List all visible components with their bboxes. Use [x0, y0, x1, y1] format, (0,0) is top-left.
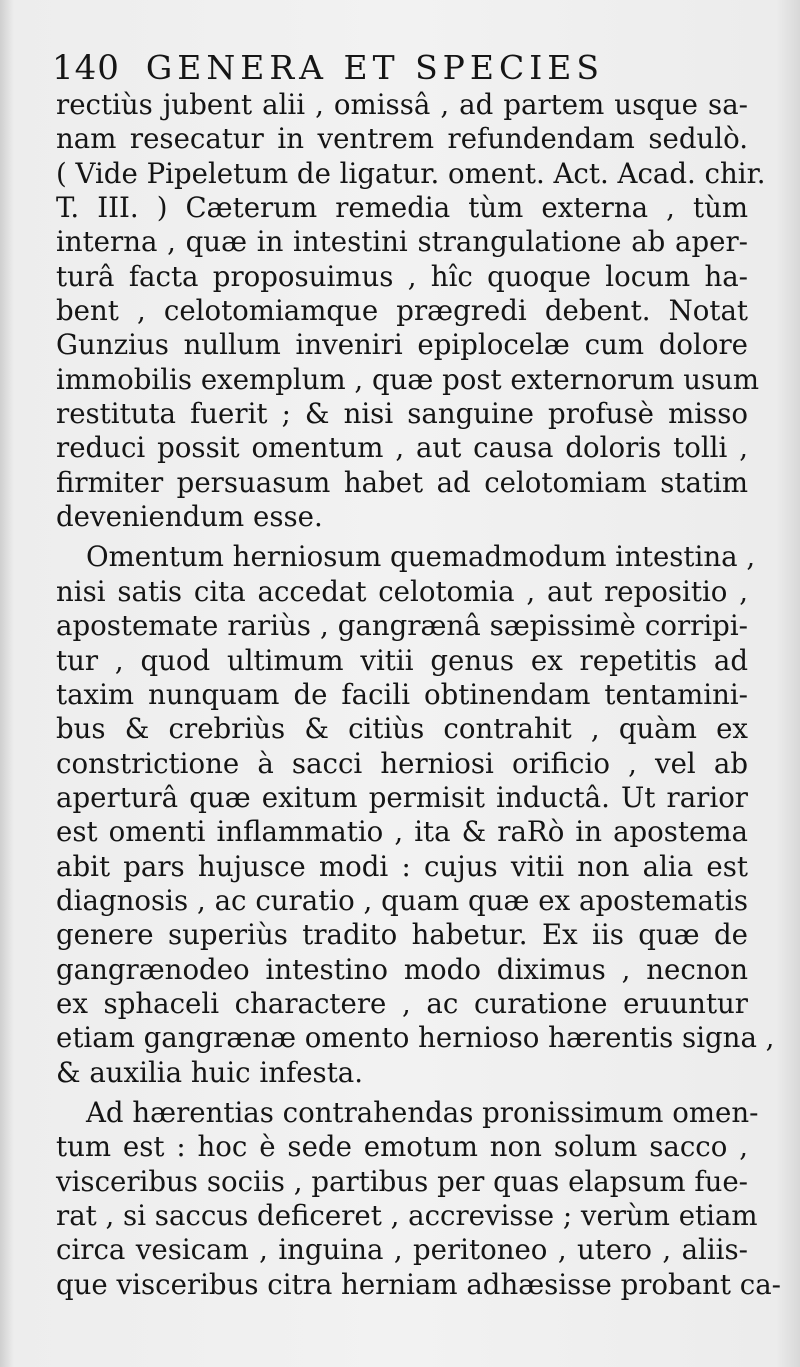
text-line: interna , quæ in intestini strangulatione ab aper- [56, 225, 748, 259]
text-line: taxim nunquam de facili obtinendam tentamini- [56, 677, 748, 711]
body-text [56, 88, 782, 1302]
text-line: circa vesicam , inguina , peritoneo , utero , aliis- [56, 1233, 748, 1267]
text-line: Ad hærentias contrahendas pronissimum omen- [86, 1095, 759, 1129]
text-line: apostemate rariùs , gangrænâ sæpissimè corripi- [56, 609, 748, 643]
text-line: T. III. ) Cæterum remedia tùm externa , tùm [56, 191, 748, 225]
text-line: rectiùs jubent alii , omissâ , ad partem usque sa- [56, 88, 748, 121]
text-line: & auxilia huic infesta. [56, 1055, 364, 1089]
text-line: tur , quod ultimum vitii genus ex repetitis ad [56, 643, 748, 677]
text-line: gangrænodeo intestino modo diximus , necnon [56, 952, 748, 986]
paragraph-1 [56, 88, 766, 534]
text-line: Gunzius nullum inveniri epiplocelæ cum dolore [56, 328, 748, 362]
text-line: aperturâ quæ exitum permisit inductâ. Ut rarior [56, 780, 748, 814]
text-line: deveniendum esse. [56, 500, 323, 534]
running-head: GENERA ET SPECIES [145, 48, 604, 87]
text-line: Omentum herniosum quemadmodum intestina , [86, 540, 756, 574]
paragraph-3 [56, 1095, 782, 1302]
text-line: tum est : hoc è sede emotum non solum sacco , [56, 1130, 748, 1164]
text-line: ex sphaceli charactere , ac curatione eruuntur [56, 986, 748, 1020]
text-line: diagnosis , ac curatio , quam quæ ex apostematis [56, 883, 748, 917]
text-line: constrictione à sacci herniosi orificio , vel ab [56, 746, 748, 780]
text-line: reduci possit omentum , aut causa doloris tolli , [56, 431, 748, 465]
text-line: ( Vide Pipeletum de ligatur. oment. Act. Acad. chir. [56, 156, 766, 190]
text-line: immobilis exemplum , quæ post externorum usum [56, 362, 760, 396]
text-line: bus & crebriùs & citiùs contrahit , quàm ex [56, 712, 748, 746]
text-line: etiam gangrænæ omento hernioso hærentis signa , [56, 1021, 775, 1055]
text-line: nam resecatur in ventrem refundendam sedulò. [56, 122, 748, 156]
text-line: turâ facta proposuimus , hîc quoque locum ha- [56, 259, 748, 293]
text-line: rat , si saccus deficeret , accrevisse ; verùm etiam [56, 1199, 758, 1232]
text-line: est omenti inflammatio , ita & raRò in apostema [56, 815, 748, 849]
page-header [52, 48, 752, 90]
page-number: 140 [52, 48, 120, 88]
text-line: nisi satis cita accedat celotomia , aut repositio , [56, 574, 748, 608]
text-line: firmiter persuasum habet ad celotomiam statim [56, 465, 748, 499]
text-line: visceribus sociis , partibus per quas elapsum fue- [56, 1164, 748, 1198]
text-line: genere superiùs tradito habetur. Ex iis quæ de [56, 918, 748, 952]
text-line: restituta fuerit ; & nisi sanguine profusè misso [56, 397, 748, 431]
text-line: bent , celotomiamque prægredi debent. Notat [56, 294, 748, 328]
text-line: que visceribus citra herniam adhæsisse probant ca- [56, 1267, 782, 1301]
paragraph-2 [56, 540, 775, 1090]
text-line: abit pars hujusce modi : cujus vitii non alia est [56, 849, 748, 883]
